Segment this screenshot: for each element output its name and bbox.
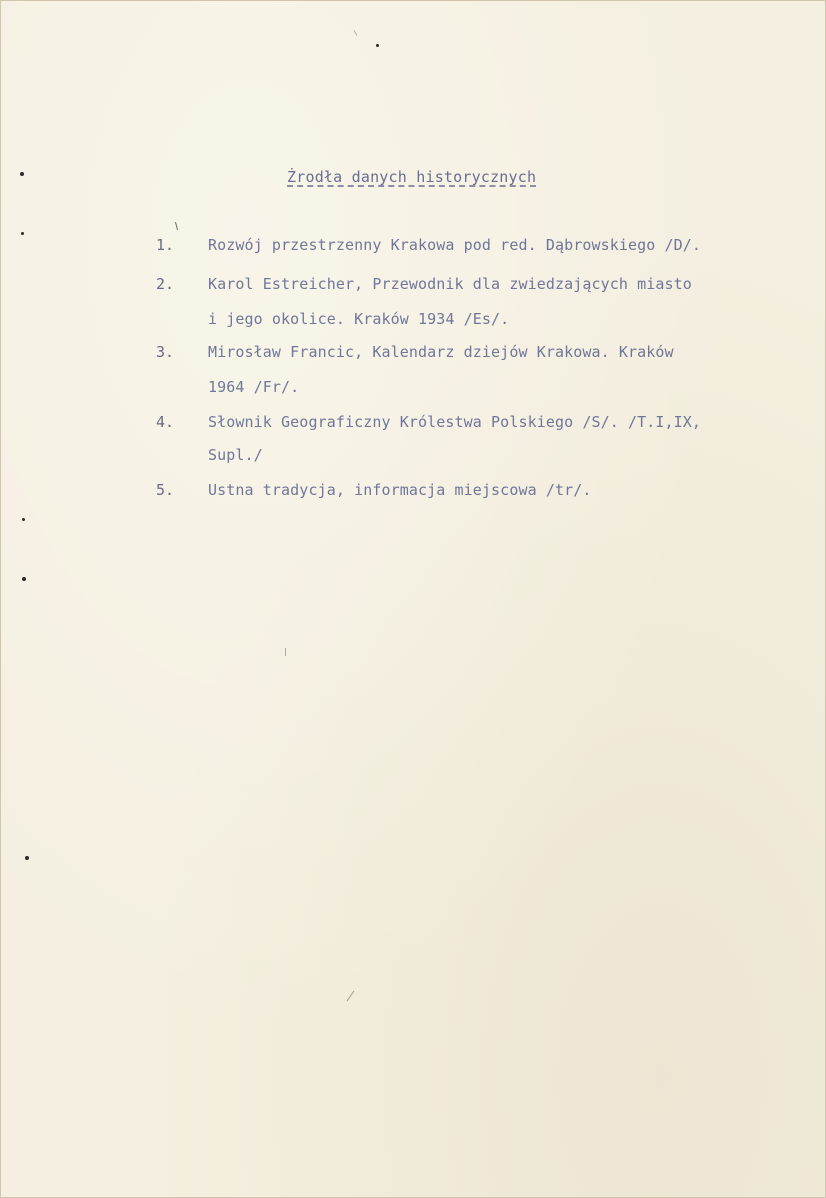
- entry-text-line: 1964 /Fr/.: [208, 378, 300, 396]
- paper-mark: [285, 648, 286, 656]
- paper-speck: [376, 44, 379, 47]
- entry-text-line: Rozwój przestrzenny Krakowa pod red. Dąbrowskiego /D/.: [208, 236, 702, 254]
- entry-number: 5.: [156, 481, 175, 499]
- paper-mark: [175, 222, 178, 230]
- entry-text-line: Karol Estreicher, Przewodnik dla zwiedzających miasto: [208, 275, 692, 293]
- entry-number: 2.: [156, 275, 175, 293]
- paper-speck: [22, 577, 26, 581]
- entry-number: 4.: [156, 413, 175, 431]
- paper-speck: [25, 856, 29, 860]
- paper-mark: [354, 30, 358, 36]
- paper-mark: [347, 991, 355, 1001]
- entry-text-line: Mirosław Francic, Kalendarz dziejów Krakowa. Kraków: [208, 343, 674, 361]
- entry-number: 3.: [156, 343, 175, 361]
- paper-speck: [20, 172, 24, 176]
- entry-text-line: i jego okolice. Kraków 1934 /Es/.: [208, 310, 510, 328]
- entry-text-line: Ustna tradycja, informacja miejscowa /tr/.: [208, 481, 592, 499]
- paper-speck: [22, 518, 25, 521]
- entry-text-line: Supl./: [208, 446, 263, 464]
- paper-speck: [21, 232, 24, 235]
- entry-text-line: Słownik Geograficzny Królestwa Polskiego /S/. /T.I,IX,: [208, 413, 702, 431]
- document-title: Żrodła danych historycznych: [287, 168, 537, 186]
- entry-number: 1.: [156, 236, 175, 254]
